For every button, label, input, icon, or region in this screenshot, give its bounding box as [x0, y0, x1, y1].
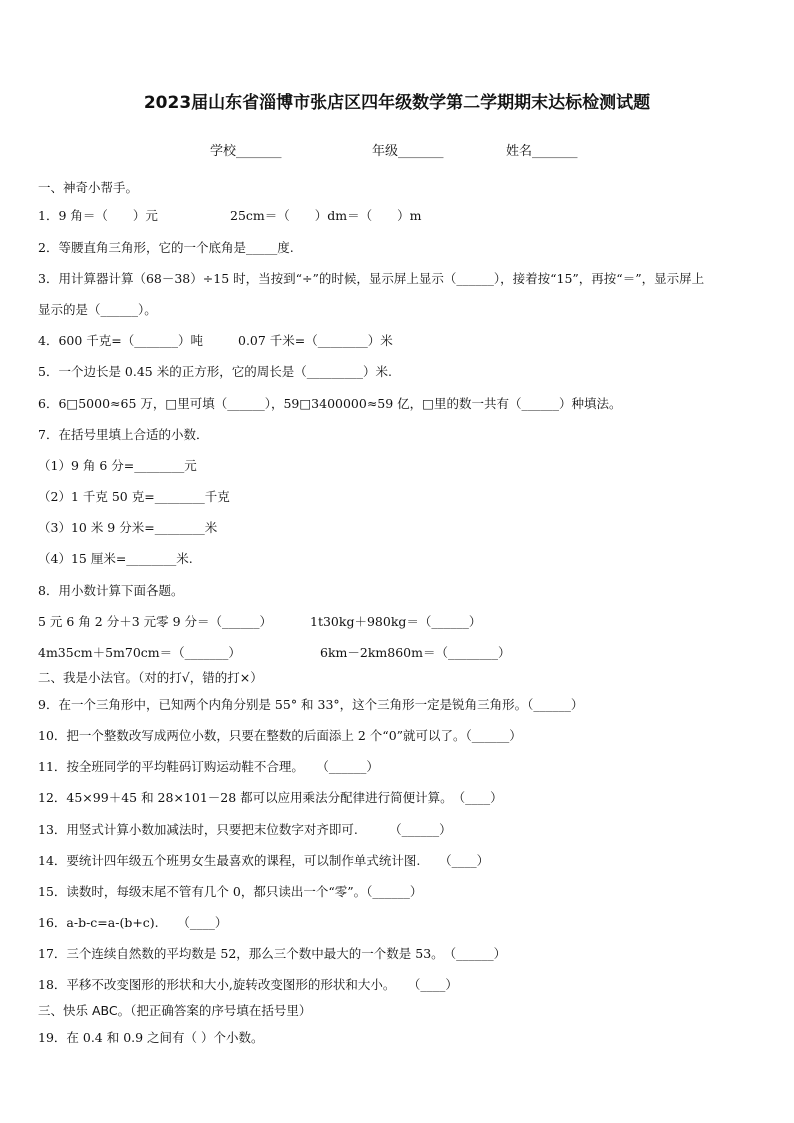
- question-7-4: （4）15 厘米=________米.: [38, 551, 193, 566]
- question-6: 6．6□5000≈65 万，□里可填（______），59□3400000≈59 亿，□里的数一共有（______）种填法。: [38, 396, 622, 411]
- question-13: 13．用竖式计算小数加减法时，只要把末位数字对齐即可. （______）: [38, 822, 452, 837]
- question-11: 11．按全班同学的平均鞋码订购运动鞋不合理。 （______）: [38, 759, 379, 774]
- question-17: 17．三个连续自然数的平均数是 52，那么三个数中最大的一个数是 53。 （______）: [38, 946, 507, 961]
- question-3-line-2: 显示的是（______）。: [38, 302, 157, 317]
- school-field: 学校_______: [210, 144, 282, 159]
- grade-field: 年级_______: [372, 144, 444, 159]
- question-8d: 6km－2km860m＝（________）: [320, 645, 511, 660]
- question-1b: 25cm＝（ ）dm＝（ ）m: [230, 208, 422, 223]
- question-12: 12．45×99＋45 和 28×101－28 都可以应用乘法分配律进行简便计算。 （____）: [38, 790, 503, 805]
- question-4a: 4．600 千克=（_______）吨: [38, 333, 204, 348]
- question-8: 8．用小数计算下面各题。: [38, 583, 184, 598]
- question-4b: 0.07 千米=（________）米: [238, 333, 393, 348]
- section-2-heading: 二、我是小法官。（对的打√，错的打×）: [38, 670, 263, 685]
- question-8b: 1t30kg＋980kg＝（______）: [310, 614, 482, 629]
- question-18: 18．平移不改变图形的形状和大小,旋转改变图形的形状和大小。 （____）: [38, 977, 458, 992]
- question-10: 10．把一个整数改写成两位小数，只要在整数的后面添上 2 个“0”就可以了。（______）: [38, 728, 522, 743]
- section-1-heading: 一、神奇小帮手。: [38, 180, 139, 195]
- question-3-line-1: 3．用计算器计算（68－38）÷15 时，当按到“÷”的时候，显示屏上显示（______），接着按“15”，再按“＝”，显示屏上: [38, 271, 705, 286]
- page-title: 2023届山东省淄博市张店区四年级数学第二学期期末达标检测试题: [143, 93, 651, 113]
- question-14: 14．要统计四年级五个班男女生最喜欢的课程，可以制作单式统计图. （____）: [38, 853, 490, 868]
- question-8a: 5 元 6 角 2 分＋3 元零 9 分＝（______）: [38, 614, 273, 629]
- question-7-2: （2）1 千克 50 克=________千克: [38, 489, 230, 504]
- question-1a: 1．9 角＝（ ）元: [38, 208, 158, 223]
- section-3-heading: 三、快乐 ABC。（把正确答案的序号填在括号里）: [38, 1003, 312, 1018]
- question-7-1: （1）9 角 6 分=________元: [38, 458, 197, 473]
- name-field: 姓名_______: [506, 144, 578, 159]
- question-8c: 4m35cm＋5m70cm＝（_______）: [38, 645, 241, 660]
- question-9: 9．在一个三角形中，已知两个内角分别是 55° 和 33°，这个三角形一定是锐角三角形。（______）: [38, 697, 584, 712]
- question-19: 19．在 0.4 和 0.9 之间有（ ）个小数。: [38, 1030, 264, 1045]
- question-7-3: （3）10 米 9 分米=________米: [38, 520, 218, 535]
- question-7: 7．在括号里填上合适的小数．: [38, 427, 209, 442]
- question-5: 5．一个边长是 0.45 米的正方形，它的周长是（_________）米.: [38, 364, 392, 379]
- question-2: 2．等腰直角三角形，它的一个底角是_____度.: [38, 240, 294, 255]
- question-15: 15．读数时，每级末尾不管有几个 0，都只读出一个“零”。（______）: [38, 884, 423, 899]
- question-16: 16．a-b-c=a-(b+c). （____）: [38, 915, 228, 930]
